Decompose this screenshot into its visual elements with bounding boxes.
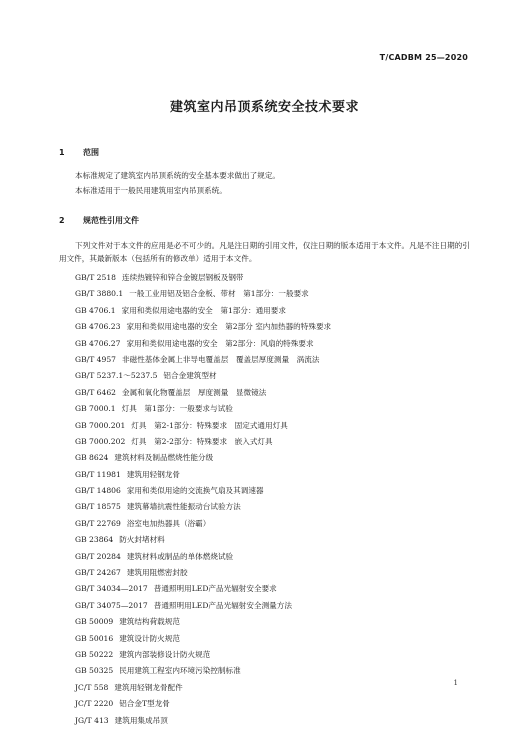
reference-code: GB 50222 bbox=[75, 649, 114, 659]
reference-title: 灯具 第1部分：一般要求与试验 bbox=[121, 404, 233, 414]
reference-title: 连续热镀锌和锌合金镀层钢板及钢带 bbox=[122, 273, 244, 282]
reference-title: 灯具 第2-2部分：特殊要求 嵌入式灯具 bbox=[131, 436, 273, 446]
reference-item bbox=[75, 352, 331, 368]
reference-item bbox=[75, 368, 331, 384]
reference-code: GB 8624 bbox=[75, 453, 109, 463]
section-1-title: 范围 bbox=[83, 148, 99, 157]
reference-code: GB/T 20284 bbox=[75, 551, 121, 561]
section-1-paragraph-1: 本标准规定了建筑室内吊顶系统的安全基本要求做出了规定。 bbox=[75, 171, 281, 180]
reference-title: 铝合金建筑型材 bbox=[163, 371, 217, 381]
reference-item bbox=[75, 696, 331, 712]
reference-item bbox=[75, 532, 331, 548]
reference-code: GB 7000.201 bbox=[75, 420, 126, 430]
reference-code: GB 4706.1 bbox=[75, 305, 116, 315]
reference-item bbox=[75, 549, 331, 565]
section-2-title: 规范性引用文件 bbox=[83, 216, 139, 225]
page-number: 1 bbox=[453, 679, 458, 687]
reference-title: 家用和类似用途电器的安全 第1部分：通用要求 bbox=[121, 305, 286, 315]
reference-item bbox=[75, 319, 331, 335]
reference-item bbox=[75, 499, 331, 515]
standard-code: T/CADBM 25—2020 bbox=[379, 53, 468, 62]
reference-title: 建筑用集成吊顶 bbox=[114, 715, 168, 725]
reference-code: JC/T 558 bbox=[75, 682, 109, 692]
reference-code: GB 7000.202 bbox=[75, 436, 126, 446]
reference-item bbox=[75, 401, 331, 417]
reference-code: JG/T 413 bbox=[75, 715, 109, 725]
reference-item bbox=[75, 713, 331, 729]
reference-code: GB/T 34075—2017 bbox=[75, 600, 148, 610]
reference-code: GB 50016 bbox=[75, 633, 114, 643]
reference-code: GB 4706.23 bbox=[75, 322, 121, 332]
reference-item bbox=[75, 614, 331, 630]
reference-title: 建筑设计防火规范 bbox=[119, 633, 180, 643]
reference-item bbox=[75, 565, 331, 581]
reference-code: GB 50009 bbox=[75, 617, 114, 627]
reference-title: 建筑用阻燃密封胶 bbox=[126, 568, 188, 578]
reference-item bbox=[75, 631, 331, 647]
reference-item bbox=[75, 483, 331, 499]
reference-code: GB/T 22769 bbox=[75, 518, 121, 528]
reference-item bbox=[75, 598, 331, 614]
reference-title: 建筑幕墙抗震性能振动台试验方法 bbox=[126, 502, 241, 512]
reference-item bbox=[75, 286, 331, 302]
reference-title: 灯具 第2-1部分：特殊要求 固定式通用灯具 bbox=[131, 420, 288, 430]
reference-code: GB/T 24267 bbox=[75, 568, 121, 578]
reference-code: GB/T 5237.1～5237.5 bbox=[75, 371, 158, 381]
section-1-number: 1 bbox=[59, 148, 65, 157]
reference-code: GB/T 6462 bbox=[75, 387, 117, 397]
reference-title: 建筑用轻钢龙骨 bbox=[126, 469, 180, 479]
reference-item bbox=[75, 663, 331, 679]
reference-code: GB/T 34034—2017 bbox=[75, 584, 148, 594]
reference-item bbox=[75, 336, 331, 352]
reference-item bbox=[75, 450, 331, 466]
reference-item bbox=[75, 418, 331, 434]
section-2-heading bbox=[59, 215, 139, 226]
reference-item bbox=[75, 434, 331, 450]
reference-title: 建筑材料或制品的单体燃烧试验 bbox=[126, 551, 234, 561]
reference-title: 民用建筑工程室内环境污染控制标准 bbox=[119, 666, 241, 676]
reference-title: 浴室电加热器具（浴霸） bbox=[126, 518, 211, 528]
reference-title: 普通照明用LED产品光辐射安全测量方法 bbox=[153, 600, 292, 610]
reference-item bbox=[75, 385, 331, 401]
reference-code: GB/T 18575 bbox=[75, 502, 121, 512]
reference-title: 家用和类似用途电器的安全 第2部分：风扇的特殊要求 bbox=[126, 338, 314, 348]
section-1-paragraph-2: 本标准适用于一般民用建筑用室内吊顶系统。 bbox=[75, 186, 227, 195]
normative-references-list bbox=[75, 270, 331, 729]
reference-code: GB/T 2518 bbox=[75, 273, 117, 282]
reference-item bbox=[75, 270, 331, 286]
reference-code: GB 7000.1 bbox=[75, 404, 116, 414]
reference-title: 铝合金T型龙骨 bbox=[119, 699, 170, 709]
reference-title: 建筑用轻钢龙骨配件 bbox=[114, 682, 183, 692]
section-2-intro: 下列文件对于本文件的应用是必不可少的。凡是注日期的引用文件，仅注日期的版本适用于本文件。凡是不注日期的引用文件，其最新版本（包括所有的修改单）适用于本文件。 bbox=[59, 241, 470, 263]
section-2-number: 2 bbox=[59, 216, 65, 225]
document-title: 建筑室内吊顶系统安全技术要求 bbox=[169, 100, 359, 115]
reference-item bbox=[75, 680, 331, 696]
reference-item bbox=[75, 467, 331, 483]
reference-item bbox=[75, 647, 331, 663]
reference-title: 金属和氧化物覆盖层 厚度测量 显微镜法 bbox=[122, 387, 267, 397]
reference-title: 一般工业用铝及铝合金板、带材 第1部分：一般要求 bbox=[129, 289, 309, 299]
section-1-heading bbox=[59, 147, 99, 158]
reference-code: GB 23864 bbox=[75, 535, 114, 545]
reference-code: GB/T 11981 bbox=[75, 469, 121, 479]
reference-code: GB 50325 bbox=[75, 666, 114, 676]
reference-title: 非磁性基体金属上非导电覆盖层 覆盖层厚度测量 涡流法 bbox=[122, 354, 320, 364]
reference-title: 建筑结构荷载规范 bbox=[119, 617, 180, 627]
reference-code: JC/T 2220 bbox=[75, 699, 114, 709]
reference-item bbox=[75, 303, 331, 319]
reference-code: GB/T 14806 bbox=[75, 486, 121, 496]
reference-title: 家用和类似用途电器的安全 第2部分 室内加热器的特殊要求 bbox=[126, 322, 332, 332]
reference-code: GB/T 3880.1 bbox=[75, 289, 124, 299]
reference-title: 建筑材料及制品燃烧性能分级 bbox=[114, 453, 214, 463]
reference-item bbox=[75, 581, 331, 597]
reference-code: GB 4706.27 bbox=[75, 338, 121, 348]
reference-title: 普通照明用LED产品光辐射安全要求 bbox=[153, 584, 277, 594]
reference-item bbox=[75, 516, 331, 532]
reference-code: GB/T 4957 bbox=[75, 354, 117, 364]
reference-title: 家用和类似用途的交流换气扇及其调速器 bbox=[126, 486, 264, 496]
reference-title: 建筑内部装修设计防火规范 bbox=[119, 649, 211, 659]
reference-title: 防火封堵材料 bbox=[119, 535, 165, 545]
